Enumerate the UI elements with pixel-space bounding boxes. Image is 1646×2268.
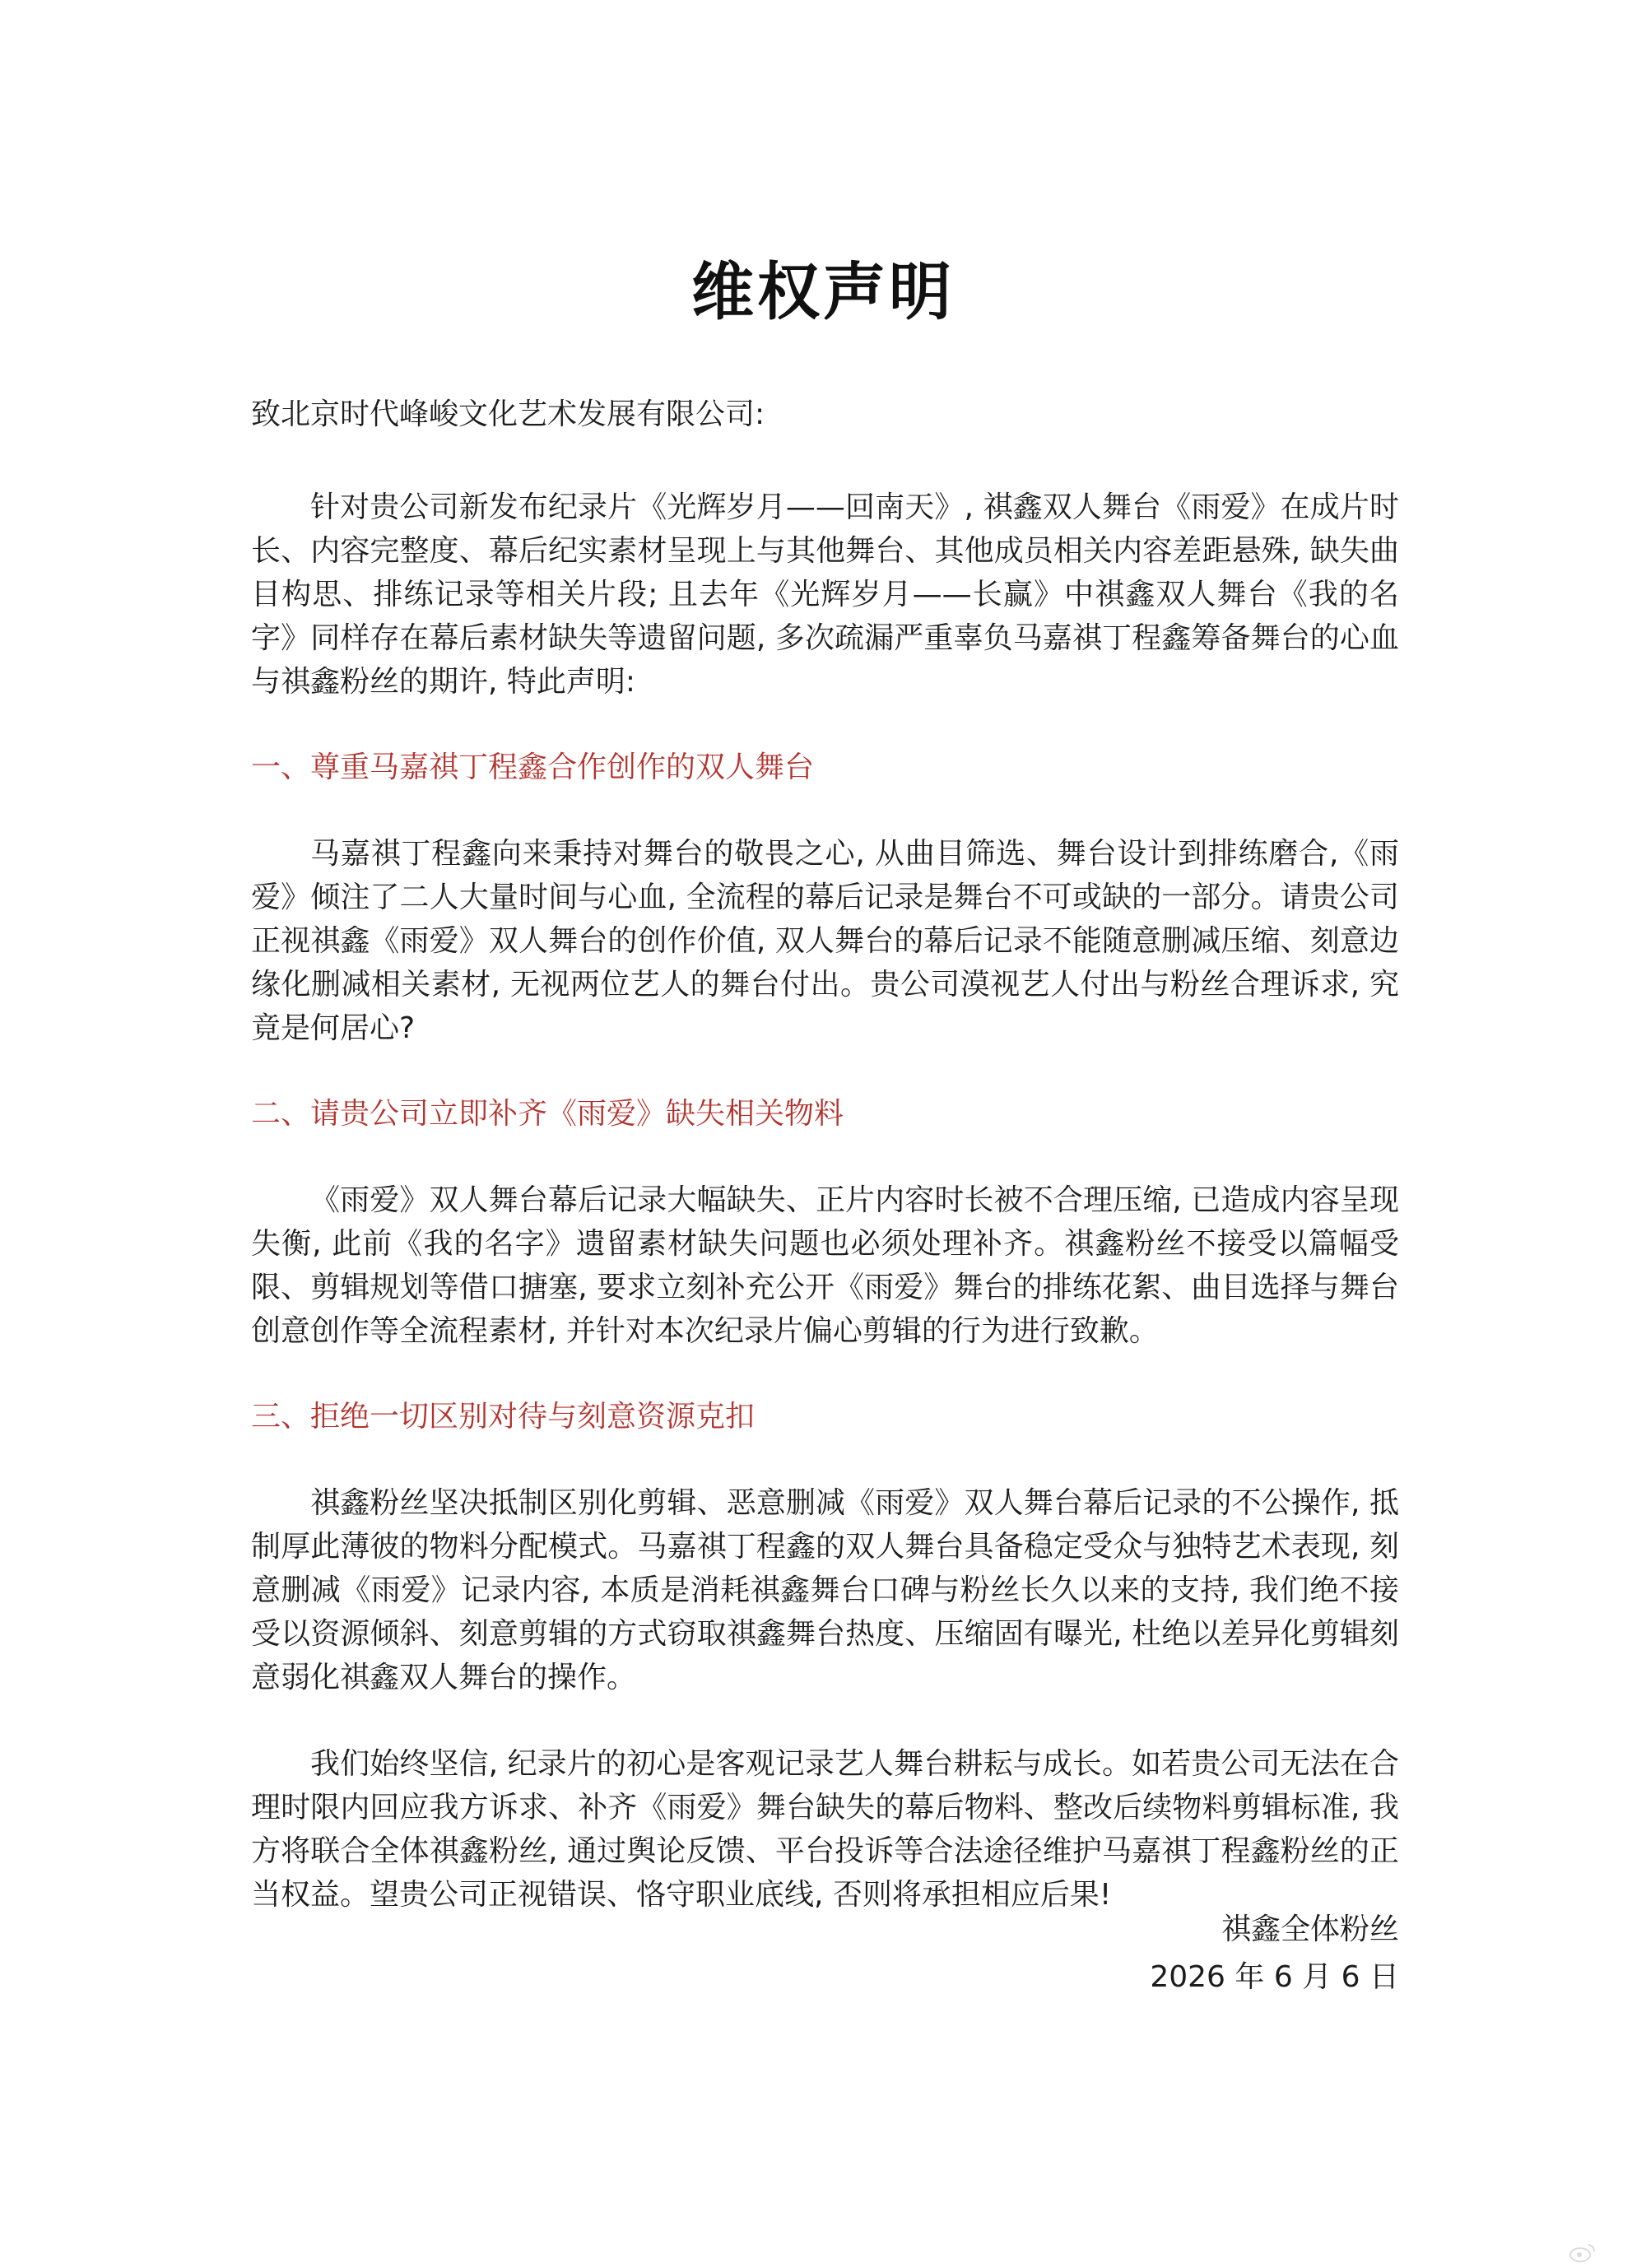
intro-paragraph: 针对贵公司新发布纪录片《光辉岁月——回南天》, 祺鑫双人舞台《雨爱》在成片时长、内容完整度、幕后纪实素材呈现上与其他舞台、其他成员相关内容差距悬殊, 缺失曲目构思、排练记录等相关片段; 且去年《光辉岁月——长赢》中祺鑫双人舞台《我的名字》同样存在幕后素材缺失等遗留问题, 多次疏漏严重辜负马嘉祺丁程鑫筹备舞台的心血与祺鑫粉丝的期许, 特此声明:	[251, 490, 1399, 699]
signature-block	[1150, 1906, 1399, 2001]
statement-body	[251, 393, 1399, 1917]
section-heading-3: 三、拒绝一切区别对待与刻意资源克扣	[251, 1400, 756, 1434]
addressee: 致北京时代峰峻文化艺术发展有限公司:	[251, 397, 765, 431]
section-heading-2: 二、请贵公司立即补齐《雨爱》缺失相关物料	[251, 1097, 844, 1131]
section-body-1: 马嘉祺丁程鑫向来秉持对舞台的敬畏之心, 从曲目筛选、舞台设计到排练磨合,《雨爱》倾注了二人大量时间与心血, 全流程的幕后记录是舞台不可或缺的一部分。请贵公司正视祺鑫《雨爱》双人舞台的创作价值, 双人舞台的幕后记录不能随意删减压缩、刻意边缘化删减相关素材, 无视两位艺人的舞台付出。贵公司漠视艺人付出与粉丝合理诉求, 究竟是何居心?	[251, 837, 1399, 1045]
section-body-3: 祺鑫粉丝坚决抵制区别化剪辑、恶意删减《雨爱》双人舞台幕后记录的不公操作, 抵制厚此薄彼的物料分配模式。马嘉祺丁程鑫的双人舞台具备稳定受众与独特艺术表现, 刻意删减《雨爱》记录内容, 本质是消耗祺鑫舞台口碑与粉丝长久以来的支持, 我们绝不接受以资源倾斜、刻意剪辑的方式窃取祺鑫舞台热度、压缩固有曝光, 杜绝以差异化剪辑刻意弱化祺鑫双人舞台的操作。	[251, 1486, 1399, 1694]
section-heading-1: 一、尊重马嘉祺丁程鑫合作创作的双人舞台	[251, 751, 815, 784]
weibo-logo-icon	[1569, 2242, 1597, 2263]
page-title: 维权声明	[691, 255, 955, 328]
closing-paragraph: 我们始终坚信, 纪录片的初心是客观记录艺人舞台耕耘与成长。如若贵公司无法在合理时限内回应我方诉求、补齐《雨爱》舞台缺失的幕后物料、整改后续物料剪辑标准, 我方将联合全体祺鑫粉丝, 通过舆论反馈、平台投诉等合法途径维护马嘉祺丁程鑫粉丝的正当权益。望贵公司正视错误、恪守职业底线, 否则将承担相应后果!	[251, 1747, 1399, 1912]
section-body-2: 《雨爱》双人舞台幕后记录大幅缺失、正片内容时长被不合理压缩, 已造成内容呈现失衡, 此前《我的名字》遗留素材缺失问题也必须处理补齐。祺鑫粉丝不接受以篇幅受限、剪辑规划等借口搪塞, 要求立刻补充公开《雨爱》舞台的排练花絮、曲目选择与舞台创意创作等全流程素材, 并针对本次纪录片偏心剪辑的行为进行致歉。	[251, 1183, 1399, 1348]
signature: 祺鑫全体粉丝	[1221, 1912, 1399, 1946]
date: 2026 年 6 月 6 日	[1150, 1960, 1399, 1994]
